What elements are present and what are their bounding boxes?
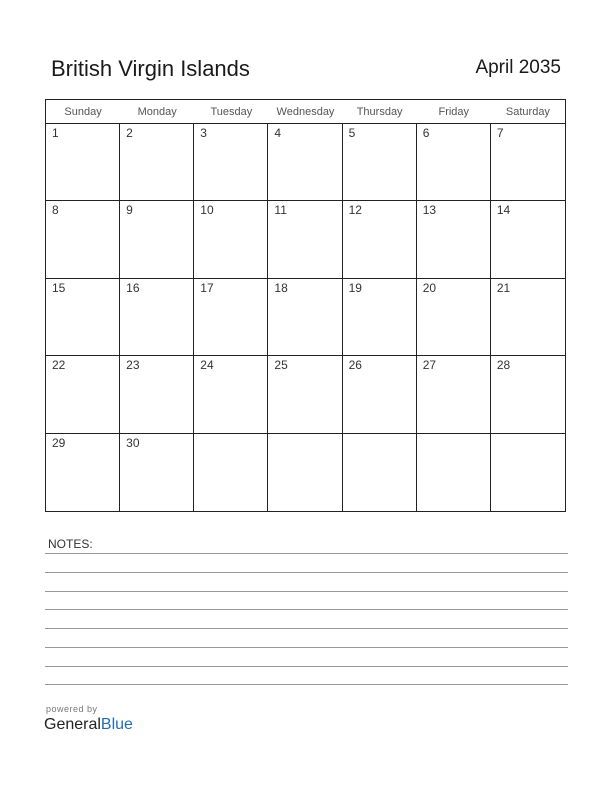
day-cell: 19 xyxy=(343,279,417,356)
weekday-header: Thursday xyxy=(343,100,417,124)
day-cell xyxy=(417,434,491,511)
weekday-header: Tuesday xyxy=(194,100,268,124)
day-cell: 13 xyxy=(417,201,491,278)
weekday-header: Monday xyxy=(120,100,194,124)
day-cell: 14 xyxy=(491,201,565,278)
day-cell: 16 xyxy=(120,279,194,356)
powered-by-text: powered by xyxy=(46,704,98,714)
day-cell: 24 xyxy=(194,356,268,433)
calendar-grid xyxy=(45,99,566,512)
day-cell: 3 xyxy=(194,124,268,201)
day-cell: 17 xyxy=(194,279,268,356)
day-cell: 25 xyxy=(268,356,342,433)
day-cell: 12 xyxy=(343,201,417,278)
day-cell xyxy=(491,434,565,511)
day-cell: 18 xyxy=(268,279,342,356)
day-cell: 20 xyxy=(417,279,491,356)
weekday-header: Wednesday xyxy=(268,100,342,124)
day-cell: 23 xyxy=(120,356,194,433)
day-cell: 8 xyxy=(46,201,120,278)
day-cell: 28 xyxy=(491,356,565,433)
day-cell: 22 xyxy=(46,356,120,433)
day-cell: 10 xyxy=(194,201,268,278)
day-cell: 4 xyxy=(268,124,342,201)
weekday-header: Saturday xyxy=(491,100,565,124)
brand-blue: Blue xyxy=(100,716,133,733)
note-line xyxy=(45,572,568,573)
generalblue-logo[interactable] xyxy=(44,716,133,734)
calendar-title: British Virgin Islands xyxy=(51,56,250,81)
day-cell: 30 xyxy=(120,434,194,511)
day-cell: 15 xyxy=(46,279,120,356)
day-cell xyxy=(343,434,417,511)
day-cell: 9 xyxy=(120,201,194,278)
day-cell: 5 xyxy=(343,124,417,201)
calendar-month: April 2035 xyxy=(475,57,561,78)
day-cell: 7 xyxy=(491,124,565,201)
note-line xyxy=(45,647,568,648)
weekday-header: Friday xyxy=(417,100,491,124)
day-cell: 26 xyxy=(343,356,417,433)
note-line xyxy=(45,609,568,610)
day-cell: 2 xyxy=(120,124,194,201)
note-line xyxy=(45,553,568,554)
brand-general: General xyxy=(44,716,101,733)
note-line xyxy=(45,591,568,592)
note-line xyxy=(45,684,568,685)
day-cell: 6 xyxy=(417,124,491,201)
note-line xyxy=(45,666,568,667)
weekday-header: Sunday xyxy=(46,100,120,124)
day-cell: 27 xyxy=(417,356,491,433)
day-cell xyxy=(268,434,342,511)
day-cell xyxy=(194,434,268,511)
day-cell: 11 xyxy=(268,201,342,278)
note-line xyxy=(45,628,568,629)
day-cell: 21 xyxy=(491,279,565,356)
notes-label: NOTES: xyxy=(48,537,93,551)
day-cell: 29 xyxy=(46,434,120,511)
day-cell: 1 xyxy=(46,124,120,201)
